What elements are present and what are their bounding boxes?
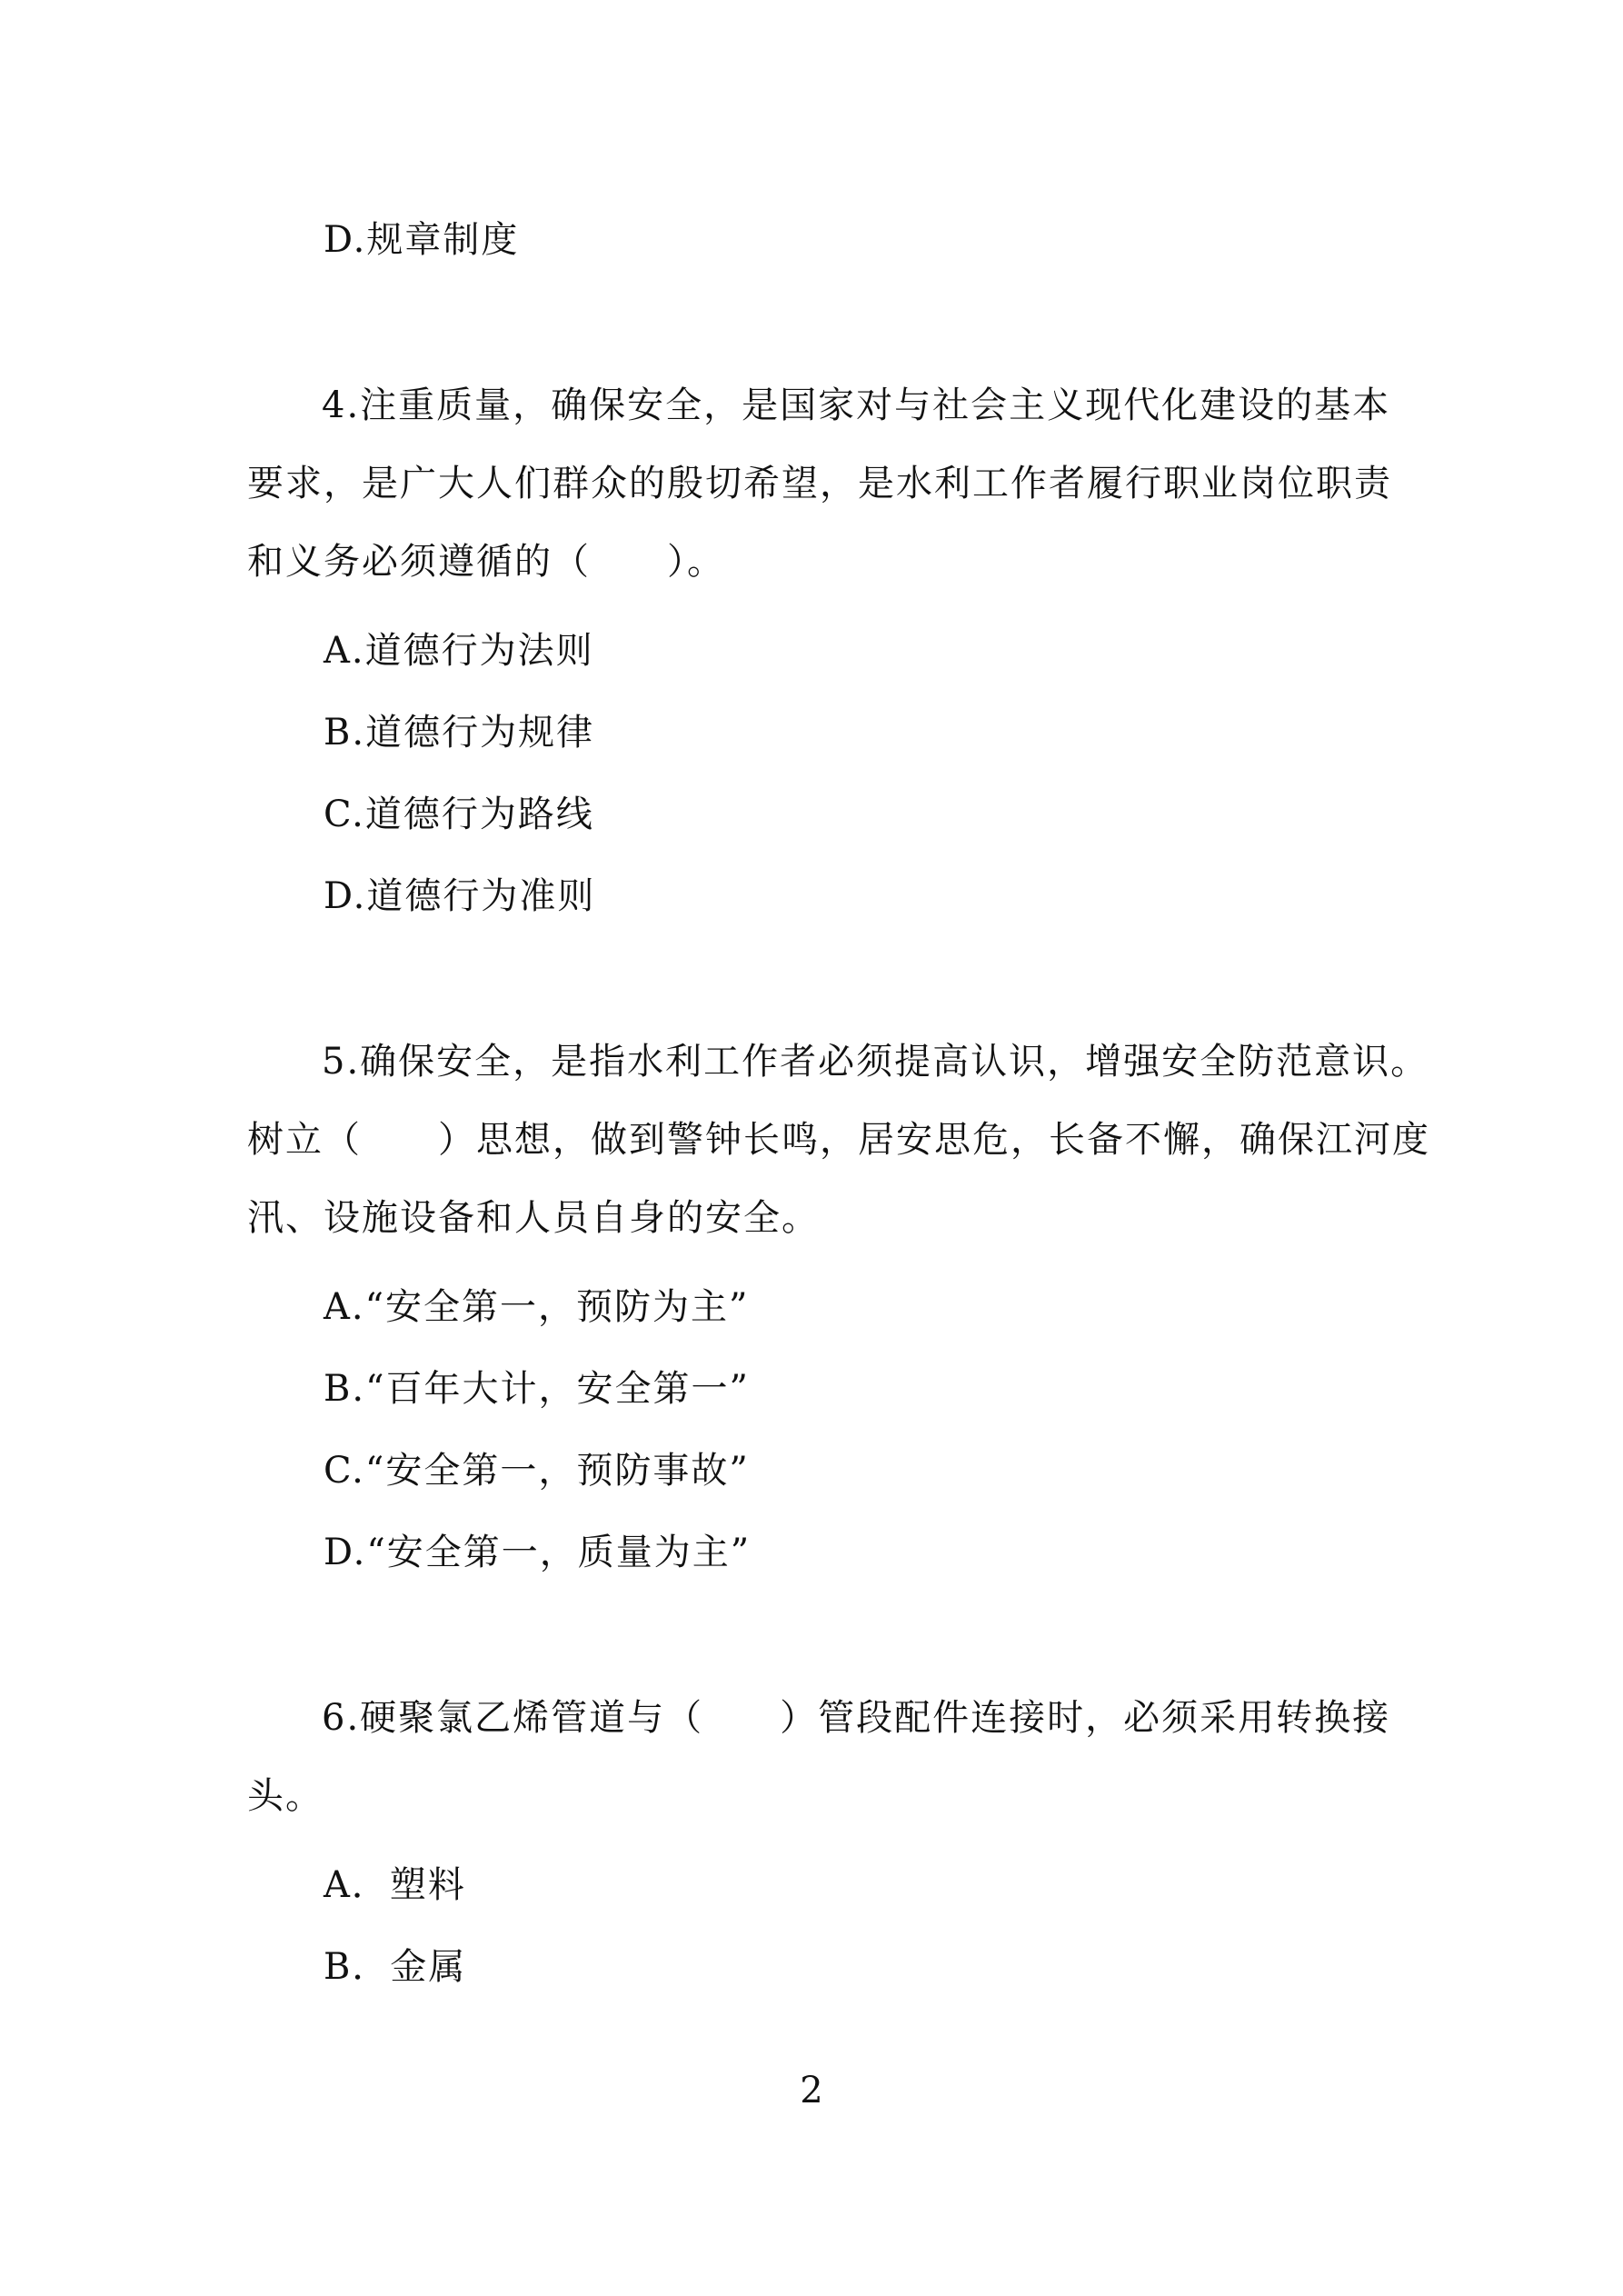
q6-stem-line-2: 头。: [247, 1775, 324, 1817]
q4-option-b: B.道德行为规律: [324, 712, 595, 754]
q5-stem-line-1: 5.确保安全，是指水利工作者必须提高认识，增强安全防范意识。: [322, 1041, 1429, 1083]
q4-stem-line-1: 4.注重质量，确保安全，是国家对与社会主义现代化建设的基本: [322, 384, 1391, 426]
q5-option-c: C.“安全第一，预防事故”: [324, 1450, 750, 1492]
q4-option-c: C.道德行为路线: [324, 794, 594, 835]
q5-option-b: B.“百年大计，安全第一”: [324, 1368, 751, 1410]
q5-stem-line-2: 树立（ ）思想，做到警钟长鸣，居安思危，长备不懈，确保江河度: [247, 1119, 1430, 1161]
q4-stem-line-2: 要求，是广大人们群众的殷切希望，是水利工作者履行职业岗位职责: [247, 463, 1392, 504]
q4-option-d: D.道德行为准则: [324, 875, 596, 917]
q3-option-d: D.规章制度: [324, 219, 520, 261]
page-number: 2: [800, 2070, 823, 2111]
q5-stem-line-3: 汛、设施设备和人员自身的安全。: [247, 1197, 820, 1239]
q6-stem-line-1: 6.硬聚氯乙烯管道与（ ）管段配件连接时，必须采用转换接: [322, 1697, 1391, 1739]
q4-option-a: A.道德行为法则: [324, 630, 594, 672]
q5-option-d: D.“安全第一，质量为主”: [324, 1532, 752, 1573]
q6-option-a: A．塑料: [324, 1864, 466, 1906]
q5-option-a: A.“安全第一，预防为主”: [324, 1286, 750, 1328]
q4-stem-line-3: 和义务必须遵循的（ ）。: [247, 541, 725, 583]
q6-option-b: B．金属: [324, 1946, 467, 1988]
